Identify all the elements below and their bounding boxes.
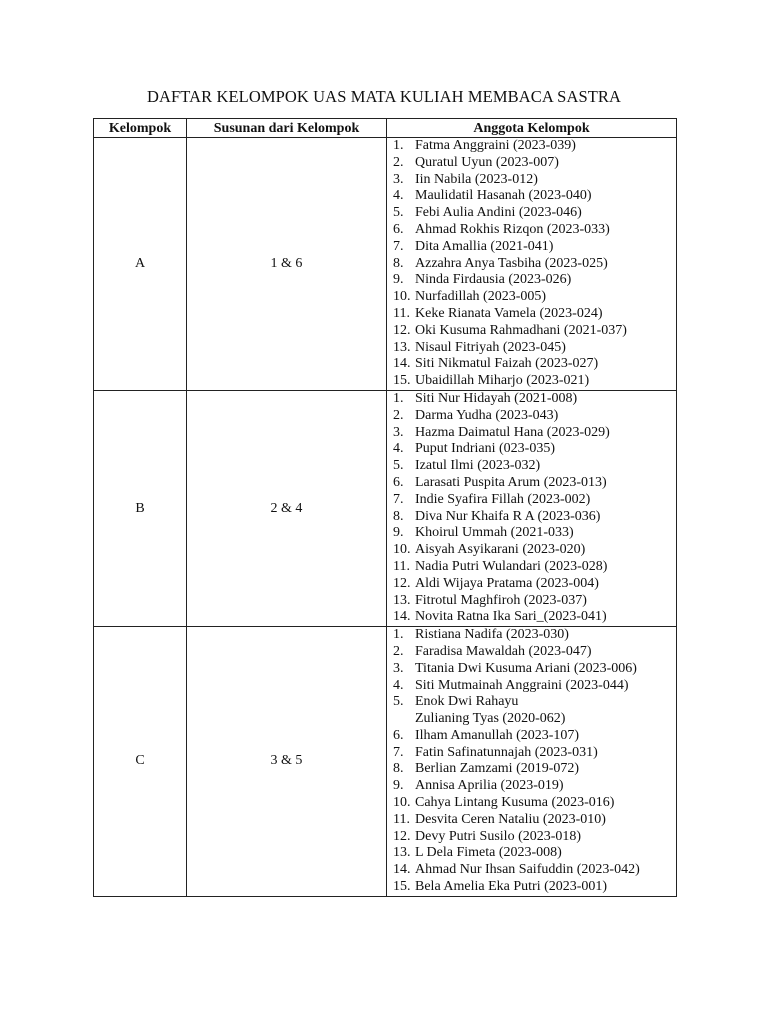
member-number: 13. [393, 339, 411, 355]
member-number: 4. [393, 188, 404, 204]
member-number: 6. [393, 221, 404, 237]
member-number: 4. [393, 677, 404, 693]
member-number: 7. [393, 744, 404, 760]
member-name: Indie Syafira Fillah (2023-002) [415, 491, 591, 507]
group-members-cell [387, 627, 677, 897]
member-name: Ilham Amanullah (2023-107) [415, 727, 580, 743]
member-number: 10. [393, 795, 411, 811]
member-item [387, 138, 676, 155]
member-name: Dita Amallia (2021-041) [415, 238, 554, 254]
member-number: 3. [393, 660, 404, 676]
member-item [387, 408, 676, 425]
member-number: 3. [393, 171, 404, 187]
member-number: 13. [393, 592, 411, 608]
group-members-cell [387, 390, 677, 626]
member-item [387, 795, 676, 812]
member-number: 15. [393, 879, 411, 895]
member-name: Keke Rianata Vamela (2023-024) [415, 305, 603, 321]
member-number: 8. [393, 761, 404, 777]
member-item [387, 188, 676, 205]
member-number: 14. [393, 609, 411, 625]
member-name: Maulidatil Hasanah (2023-040) [415, 188, 592, 204]
group-row [94, 138, 677, 391]
member-item [387, 644, 676, 661]
member-number: 2. [393, 643, 404, 659]
member-item [387, 323, 676, 340]
member-item [387, 812, 676, 829]
member-name: Berlian Zamzami (2019-072) [415, 761, 580, 777]
member-item [387, 222, 676, 239]
member-item [387, 609, 676, 626]
member-name: Desvita Ceren Nataliu (2023-010) [415, 811, 606, 827]
member-item [387, 829, 676, 846]
member-name: Puput Indriani (023-035) [415, 441, 555, 457]
member-name: Diva Nur Khaifa R A (2023-036) [415, 508, 601, 524]
member-number: 9. [393, 778, 404, 794]
table-header-row [94, 119, 677, 138]
member-item [387, 272, 676, 289]
member-name: Ristiana Nadifa (2023-030) [415, 627, 569, 643]
member-item [387, 340, 676, 357]
member-item [387, 576, 676, 593]
member-item [387, 593, 676, 610]
group-composition: 3 & 5 [187, 627, 387, 897]
member-item [387, 745, 676, 762]
member-number: 11. [393, 558, 410, 574]
member-number: 12. [393, 322, 411, 338]
member-number: 2. [393, 407, 404, 423]
member-number: 12. [393, 828, 411, 844]
member-number: 15. [393, 373, 411, 389]
member-name: Devy Putri Susilo (2023-018) [415, 828, 582, 844]
member-number: 2. [393, 154, 404, 170]
member-list [387, 391, 676, 626]
member-number: 9. [393, 272, 404, 288]
member-item [387, 155, 676, 172]
member-name: Faradisa Mawaldah (2023-047) [415, 643, 592, 659]
group-row [94, 390, 677, 626]
member-name: Ninda Firdausia (2023-026) [415, 272, 572, 288]
member-name: Aldi Wijaya Pratama (2023-004) [415, 575, 599, 591]
member-name: L Dela Fimeta (2023-008) [415, 845, 562, 861]
header-kelompok: Kelompok [94, 119, 187, 138]
group-members-cell [387, 138, 677, 391]
member-item [387, 306, 676, 323]
member-list [387, 627, 676, 896]
group-composition: 2 & 4 [187, 390, 387, 626]
member-item [387, 239, 676, 256]
member-item [387, 627, 676, 644]
group-name: A [94, 138, 187, 391]
member-name: Nurfadillah (2023-005) [415, 289, 547, 305]
member-name: Ahmad Nur Ihsan Saifuddin (2023-042) [415, 862, 640, 878]
member-name: Bela Amelia Eka Putri (2023-001) [415, 879, 608, 895]
member-name: Khoirul Ummah (2021-033) [415, 525, 574, 541]
member-item [387, 661, 676, 678]
member-name: Fatma Anggraini (2023-039) [415, 138, 576, 153]
member-name: Iin Nabila (2023-012) [415, 171, 538, 187]
member-item [387, 425, 676, 442]
member-number: 6. [393, 727, 404, 743]
member-item [387, 879, 676, 896]
member-number: 5. [393, 694, 404, 710]
member-item [387, 475, 676, 492]
member-item [387, 441, 676, 458]
member-item [387, 862, 676, 879]
member-name: Darma Yudha (2023-043) [415, 407, 559, 423]
member-item [387, 256, 676, 273]
member-item [387, 509, 676, 526]
member-name: Febi Aulia Andini (2023-046) [415, 205, 582, 221]
member-item [387, 728, 676, 745]
document-title: DAFTAR KELOMPOK UAS MATA KULIAH MEMBACA SASTRA [146, 87, 622, 106]
member-item [387, 458, 676, 475]
header-anggota: Anggota Kelompok [387, 119, 677, 138]
member-name: Quratul Uyun (2023-007) [415, 154, 559, 170]
member-number: 1. [393, 390, 404, 406]
member-name: Siti Nur Hidayah (2021-008) [415, 390, 578, 406]
member-name: Ubaidillah Miharjo (2023-021) [415, 373, 590, 389]
member-name: Aisyah Asyikarani (2023-020) [415, 542, 586, 558]
member-number: 13. [393, 845, 411, 861]
member-name: Ahmad Rokhis Rizqon (2023-033) [415, 221, 610, 237]
member-item [387, 778, 676, 795]
member-number: 9. [393, 525, 404, 541]
member-name: Siti Nikmatul Faizah (2023-027) [415, 356, 599, 372]
member-number: 14. [393, 356, 411, 372]
member-item [387, 559, 676, 576]
member-name: Izatul Ilmi (2023-032) [415, 458, 541, 474]
member-name: Nisaul Fitriyah (2023-045) [415, 339, 566, 355]
member-name: Hazma Daimatul Hana (2023-029) [415, 424, 610, 440]
member-item [387, 492, 676, 509]
member-number: 6. [393, 474, 404, 490]
member-number: 10. [393, 289, 411, 305]
member-number: 11. [393, 305, 410, 321]
member-number: 3. [393, 424, 404, 440]
member-name: Nadia Putri Wulandari (2023-028) [415, 558, 608, 574]
group-row [94, 627, 677, 897]
member-name: Fatin Safinatunnajah (2023-031) [415, 744, 598, 760]
member-name: Enok Dwi Rahayu Zulianing Tyas (2020-062) [415, 694, 566, 727]
member-name: Titania Dwi Kusuma Ariani (2023-006) [415, 660, 637, 676]
member-number: 12. [393, 575, 411, 591]
member-item [387, 761, 676, 778]
member-number: 5. [393, 458, 404, 474]
group-name: B [94, 390, 187, 626]
member-number: 4. [393, 441, 404, 457]
group-table [93, 118, 677, 897]
member-name: Annisa Aprilia (2023-019) [415, 778, 564, 794]
member-name: Siti Mutmainah Anggraini (2023-044) [415, 677, 629, 693]
member-name: Cahya Lintang Kusuma (2023-016) [415, 795, 615, 811]
member-item [387, 542, 676, 559]
member-item [387, 694, 676, 728]
member-name: Azzahra Anya Tasbiha (2023-025) [415, 255, 608, 271]
member-number: 10. [393, 542, 411, 558]
group-composition: 1 & 6 [187, 138, 387, 391]
group-name: C [94, 627, 187, 897]
member-item [387, 391, 676, 408]
member-number: 5. [393, 205, 404, 221]
member-name: Novita Ratna Ika Sari_(2023-041) [415, 609, 607, 625]
member-number: 1. [393, 627, 404, 643]
member-item [387, 373, 676, 390]
member-item [387, 525, 676, 542]
member-item [387, 172, 676, 189]
member-number: 8. [393, 508, 404, 524]
member-item [387, 356, 676, 373]
member-number: 8. [393, 255, 404, 271]
member-item [387, 289, 676, 306]
member-item [387, 678, 676, 695]
member-name: Fitrotul Maghfiroh (2023-037) [415, 592, 587, 608]
member-number: 1. [393, 138, 404, 153]
member-list [387, 138, 676, 390]
member-number: 11. [393, 811, 410, 827]
member-number: 14. [393, 862, 411, 878]
header-susunan: Susunan dari Kelompok [187, 119, 387, 138]
member-item [387, 845, 676, 862]
member-number: 7. [393, 491, 404, 507]
member-name: Larasati Puspita Arum (2023-013) [415, 474, 607, 490]
member-item [387, 205, 676, 222]
member-number: 7. [393, 238, 404, 254]
member-name: Oki Kusuma Rahmadhani (2021-037) [415, 322, 627, 338]
